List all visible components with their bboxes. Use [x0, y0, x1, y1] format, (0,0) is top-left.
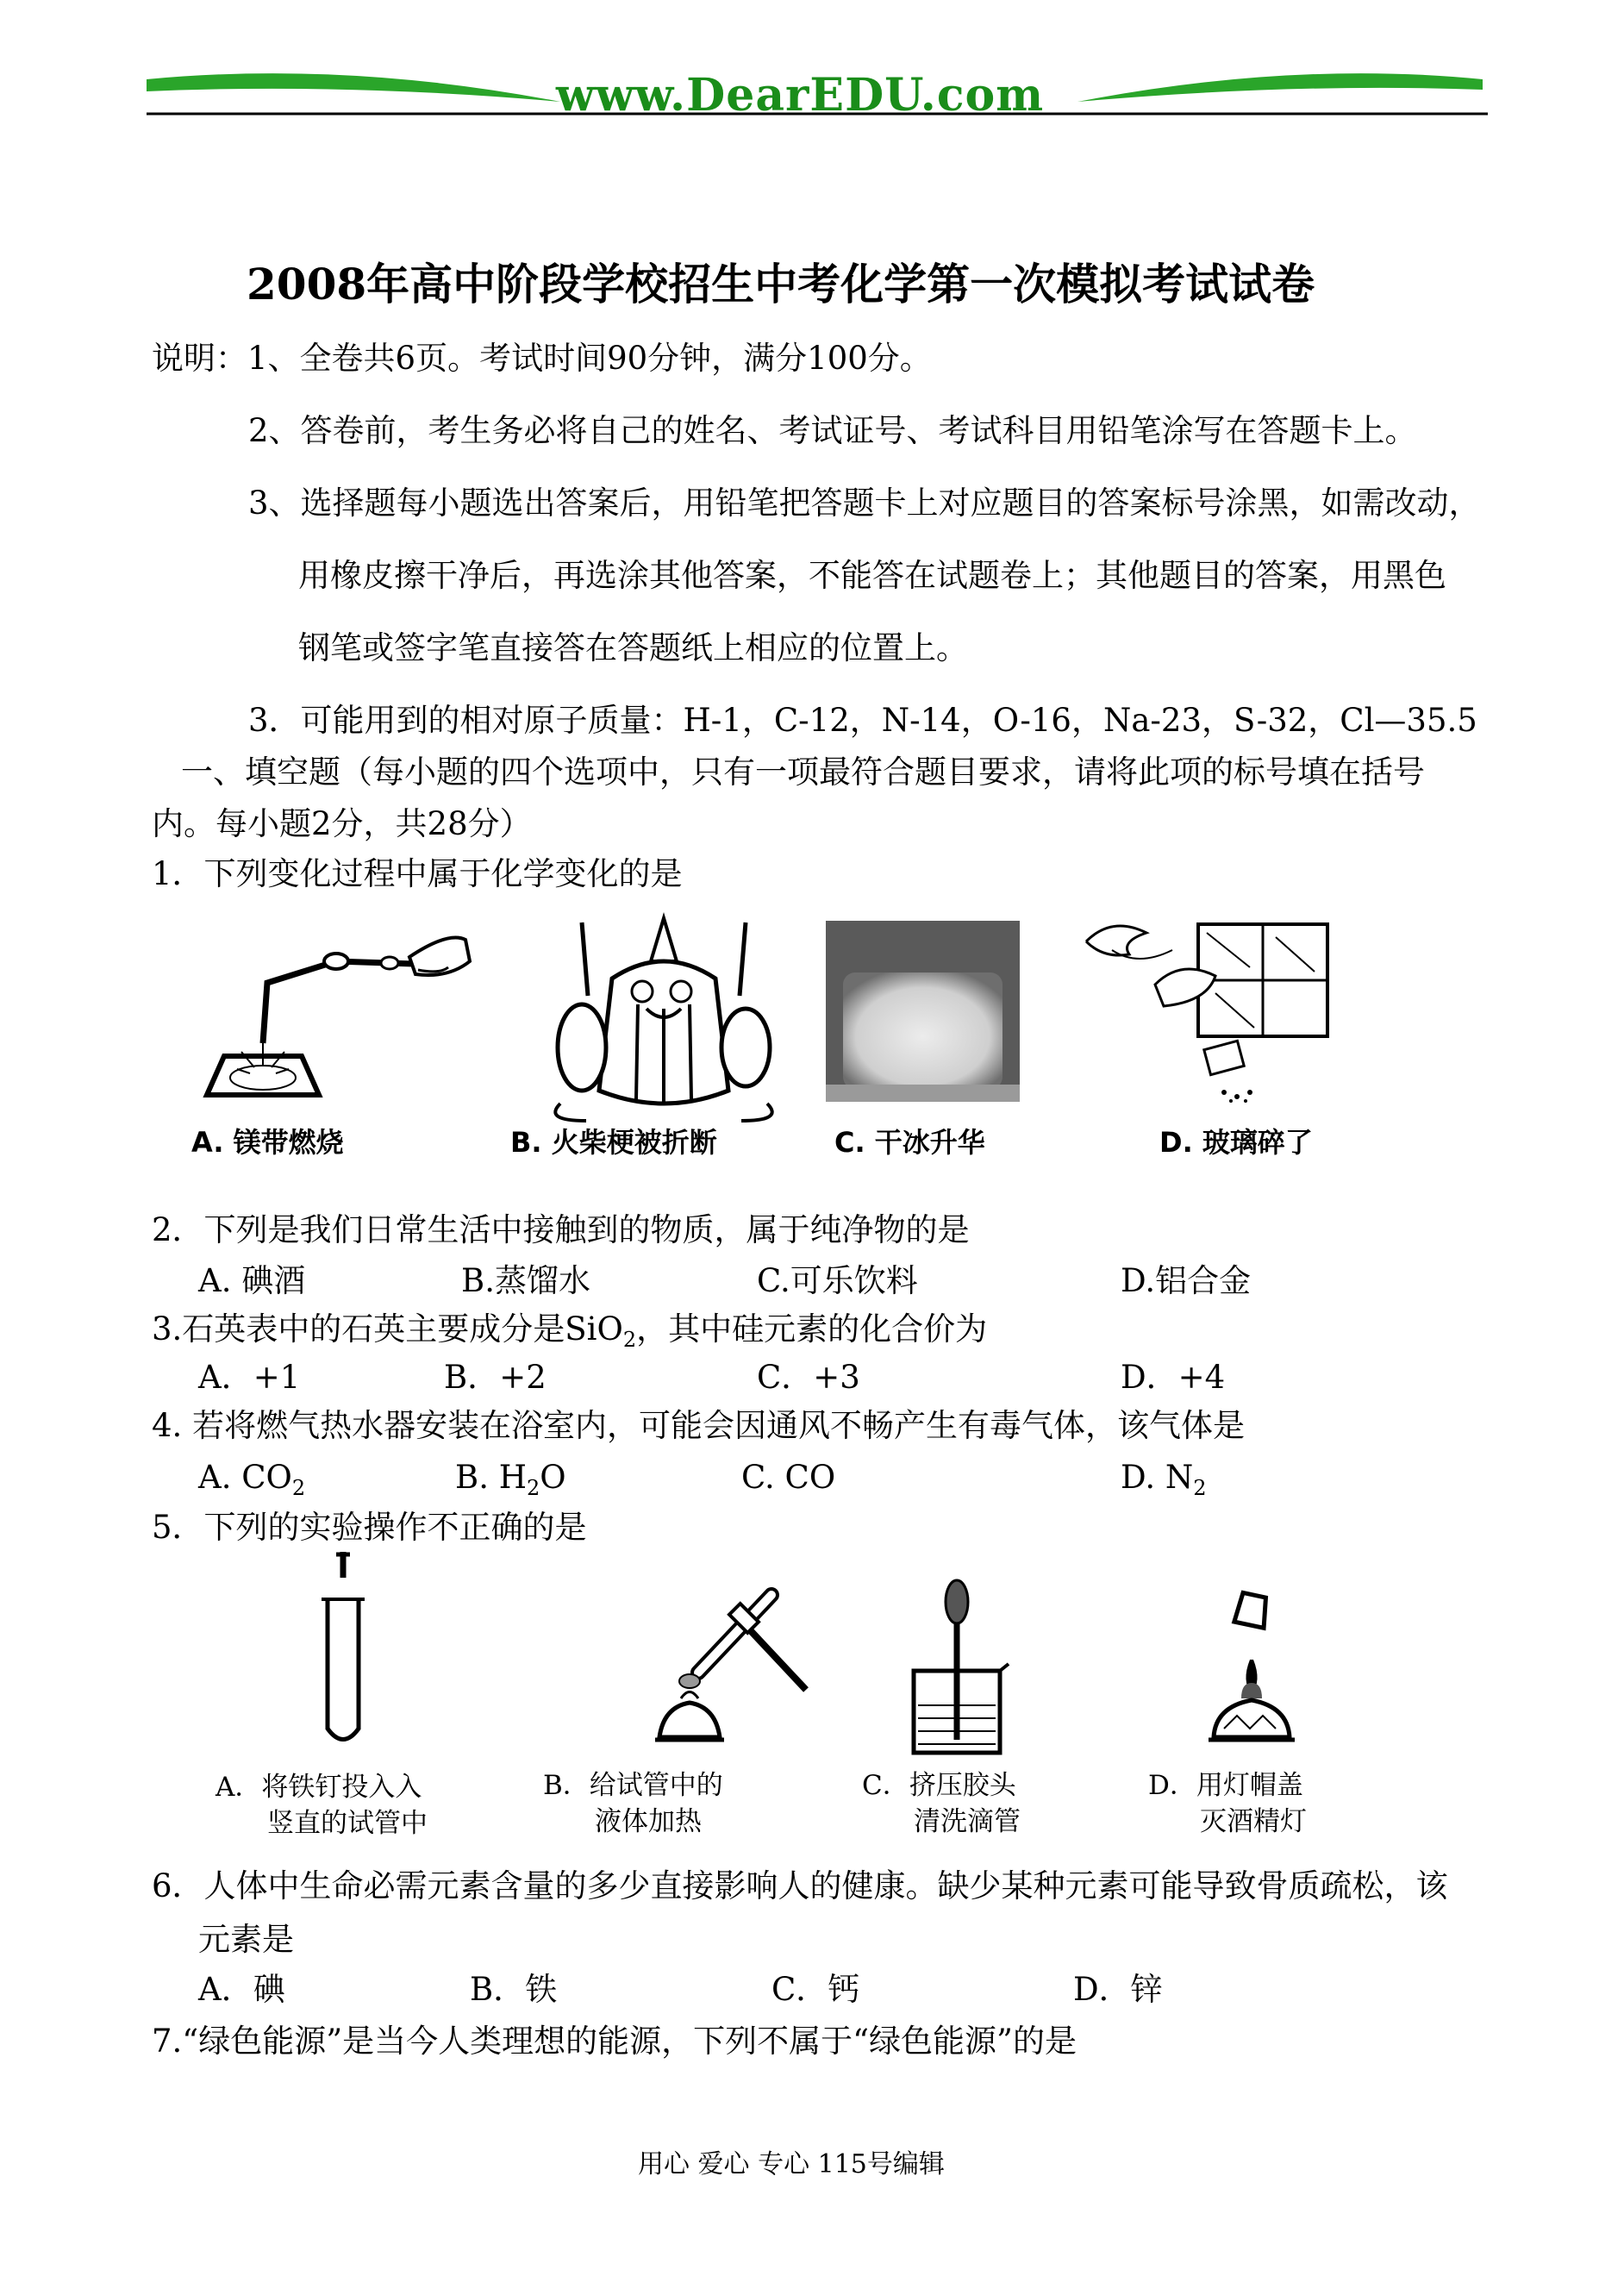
q1-caption-a: A. 镁带燃烧 — [191, 1126, 344, 1159]
q3-stem-pre: 3.石英表中的石英主要成分是SiO — [152, 1310, 623, 1348]
q3-stem-sub: 2 — [622, 1328, 637, 1352]
question-1-stem: 1．下列变化过程中属于化学变化的是 — [152, 855, 683, 892]
page-footer: 用心 爱心 专心 115号编辑 — [638, 2149, 945, 2179]
q2-option-d: D.铝合金 — [1121, 1262, 1252, 1299]
q5-caption-a-line-1: A．将铁钉投入入 — [215, 1772, 422, 1803]
q4-option-b-sub: 2 — [526, 1476, 540, 1500]
q4-option-c: C. CO — [741, 1459, 836, 1496]
question-5-stem: 5．下列的实验操作不正确的是 — [152, 1509, 587, 1546]
q1-caption-b: B. 火柴梗被折断 — [510, 1126, 717, 1159]
q1-caption-c: C. 干冰升华 — [834, 1126, 985, 1159]
q2-option-a: A. 碘酒 — [198, 1262, 306, 1299]
q1-figure-d-broken-glass — [1077, 916, 1336, 1114]
q5-caption-d-line-2: 灭酒精灯 — [1200, 1806, 1307, 1837]
note-3a: 3、选择题每小题选出答案后，用铅笔把答题卡上对应题目的答案标号涂黑，如需改动， — [248, 485, 1481, 522]
q6-option-a: A．碘 — [198, 1971, 285, 2008]
q4-option-a-text: A. CO — [198, 1459, 292, 1496]
q5-caption-b-line-1: B．给试管中的 — [543, 1770, 723, 1801]
q1-figure-c-dry-ice — [826, 921, 1020, 1102]
note-2: 2、答卷前，考生务必将自己的姓名、考试证号、考试科目用铅笔涂写在答题卡上。 — [248, 412, 1417, 449]
q4-option-a — [198, 1457, 305, 1498]
q4-option-d — [1121, 1457, 1207, 1498]
q3-option-b: B．+2 — [444, 1359, 547, 1396]
note-3b: 用橡皮擦干净后，再选涂其他答案，不能答在试题卷上；其他题目的答案，用黑色 — [298, 557, 1446, 594]
q6-option-c: C．钙 — [771, 1971, 860, 2008]
q3-option-c: C．+3 — [757, 1359, 860, 1396]
q3-option-a: A．+1 — [198, 1359, 301, 1396]
q3-stem-post: ，其中硅元素的化合价为 — [636, 1310, 988, 1348]
q2-option-c: C.可乐饮料 — [757, 1262, 918, 1299]
q2-option-b: B.蒸馏水 — [461, 1262, 590, 1299]
q5-caption-a-line-2: 竖直的试管中 — [267, 1808, 428, 1839]
note-1: 说明：1、全卷共6页。考试时间90分钟，满分100分。 — [152, 340, 932, 377]
q5-caption-c-line-1: C．挤压胶头 — [862, 1770, 1016, 1801]
page-title: 2008年高中阶段学校招生中考化学第一次模拟考试试卷 — [247, 259, 1315, 310]
q5-figure-b-heating-tube — [629, 1586, 819, 1759]
q1-figure-a-magnesium-burning — [190, 914, 500, 1112]
question-6-stem-line-1: 6．人体中生命必需元素含量的多少直接影响人的健康。缺少某种元素可能导致骨质疏松，该 — [152, 1867, 1448, 1904]
q4-option-a-sub: 2 — [291, 1476, 306, 1500]
q4-option-d-text: D. N — [1121, 1459, 1194, 1496]
q5-figure-a-test-tube — [309, 1548, 378, 1754]
q4-option-b — [455, 1457, 566, 1498]
header-site-logo: www.DearEDU.com — [556, 69, 1045, 122]
q5-figure-d-alcohol-lamp — [1198, 1586, 1310, 1759]
section-1-line-1: 一、填空题（每小题的四个选项中，只有一项最符合题目要求，请将此项的标号填在括号 — [181, 754, 1425, 791]
note-3c: 钢笔或签字笔直接答在答题纸上相应的位置上。 — [298, 629, 968, 666]
q3-option-d: D．+4 — [1121, 1359, 1226, 1396]
question-7-stem: 7.“绿色能源”是当今人类理想的能源，下列不属于“绿色能源”的是 — [152, 2023, 1077, 2060]
question-6-stem-line-2: 元素是 — [198, 1921, 294, 1958]
q6-option-d: D．锌 — [1073, 1971, 1163, 2008]
q5-caption-c-line-2: 清洗滴管 — [914, 1806, 1021, 1837]
q5-figure-c-dropper-beaker — [901, 1576, 1021, 1766]
note-4: 3．可能用到的相对原子质量：H-1，C-12，N-14，O-16，Na-23，S-32，Cl—35.5 — [248, 702, 1477, 739]
question-3-stem — [152, 1309, 987, 1350]
section-1-line-2: 内。每小题2分，共28分） — [152, 805, 532, 842]
q1-caption-d: D. 玻璃碎了 — [1159, 1126, 1313, 1159]
question-2-stem: 2．下列是我们日常生活中接触到的物质，属于纯净物的是 — [152, 1211, 970, 1248]
q1-figure-b-matchstick — [534, 910, 793, 1125]
q6-option-b: B．铁 — [470, 1971, 558, 2008]
q5-caption-b-line-2: 液体加热 — [595, 1806, 702, 1837]
q5-caption-d-line-1: D．用灯帽盖 — [1148, 1770, 1303, 1801]
q4-option-d-sub: 2 — [1193, 1476, 1207, 1500]
question-4-stem: 4. 若将燃气热水器安装在浴室内，可能会因通风不畅产生有毒气体，该气体是 — [152, 1407, 1246, 1444]
q4-option-b-post: O — [540, 1459, 566, 1496]
q4-option-b-text: B. H — [455, 1459, 527, 1496]
